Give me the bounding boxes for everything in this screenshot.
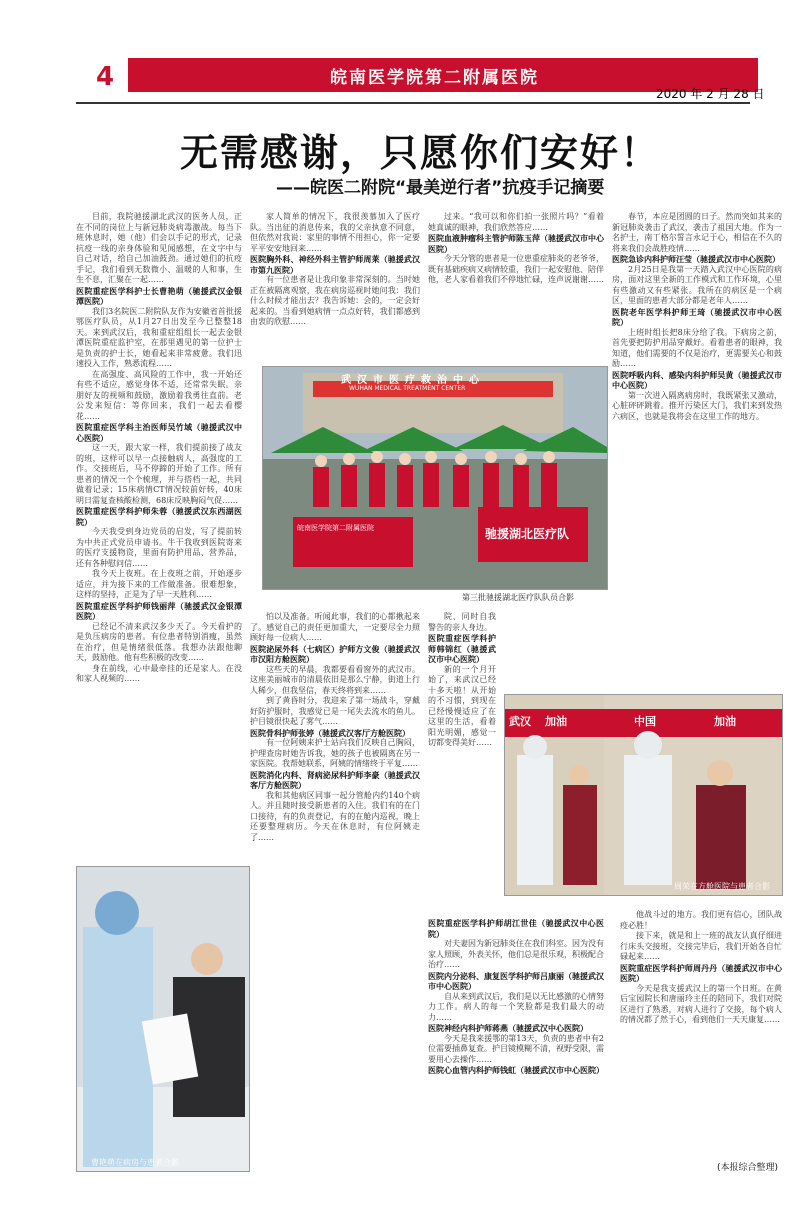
- team-photo-caption: 第三批驰援湖北医疗队队员合影: [462, 593, 574, 602]
- section-heading: 医院心血管内科护师钱虹（驰援武汉市中心医院）: [428, 1065, 604, 1075]
- body-paragraph: 到了黄昏时分，我迎来了第一场战斗，穿戴好防护服时，我感觉已是一尾失去流水的鱼儿。护目镜很快起了雾气……: [250, 696, 420, 726]
- body-paragraph: 新的一个月开始了，来武汉已经十多天啦！从开始的不习惯，到现在已经慢慢适应了在这里的生活，看着阳光明媚，感觉一切都变得美好……: [428, 664, 496, 747]
- body-paragraph: 他战斗过的地方。我们更有信心，团队战疫必胜！: [620, 910, 782, 930]
- wall-text-china: 中国: [634, 715, 656, 728]
- body-paragraph: 今天是我支援武汉上的第一个日班。在黄后宝园院长和唐丽玲主任的陪同下，我们对院区进行了熟悉，对病人进行了交接，每个病人的情况都了然于心，看到他们一天天康复……: [620, 983, 782, 1024]
- body-paragraph: 上班时组长把8床分给了我。下病房之前，首先要把防护用品穿戴好。看着患者的眼神，我知道，他们需要的不仅是治疗，更需要关心和鼓励……: [612, 327, 782, 368]
- section-heading: 医院血液肿瘤科主管护师陈玉萍（驰援武汉市中心医院）: [428, 233, 604, 254]
- article-column-1: [76, 212, 242, 842]
- body-paragraph: 2月25日是我第一天踏入武汉中心医院的病房，面对这里全新的工作模式和工作环境，心里有些激动又有些紧张。我所在的病区是一个病区，里面的患者大部分都是老年人……: [612, 264, 782, 305]
- body-paragraph: 今天分管的患者是一位患重症肺炎的老爷爷，既有基础疾病又病情较重，我们一起安慰他、陪伴他，老人家看着我们不停地忙碌，连声说谢谢……: [428, 254, 604, 284]
- body-paragraph: 有一位阿姨来护士站向我们反映自己胸闷，护理查房时她告诉我，她的孩子也被隔离在另一家医院。我帮她联系，阿姨的情绪终于平复……: [250, 738, 420, 768]
- section-heading: 医院重症医学科护士长曹艳萌（驰援武汉金银潭医院）: [76, 285, 242, 306]
- nurse-photo: [504, 694, 606, 896]
- bedside-photo-illustration: [77, 867, 249, 1171]
- body-paragraph: 身在前线，心中最牵挂的还是家人。在没和家人视频的……: [76, 663, 242, 683]
- banner-slogan: 驰援湖北医疗队: [485, 527, 570, 541]
- section-heading: 医院泌尿外科（七病区）护师方文俊（驰援武汉市汉阳方舱医院）: [250, 643, 420, 664]
- team-photo: [262, 366, 608, 590]
- article-column-2-top: [250, 212, 420, 360]
- body-paragraph: 已经记不清来武汉多少天了。今天看护的是负压病房的患者。有位患者特别消瘦，虽然在治疗，但是情绪很低落。我想办法跟他聊天，鼓励他。他有些积极的改变……: [76, 621, 242, 662]
- section-heading: 医院急诊内科护师汪莹（驰援武汉市中心医院）: [612, 254, 780, 264]
- body-paragraph: 今天是我来援鄂的第13天，负责的患者中有2位需要插鼻复查。护目镜模糊不清，视野受限，需要用心去操作……: [428, 1033, 604, 1064]
- body-paragraph: 怕以及准备。听闻此事，我们的心都揪起来了。感觉自己的责任更加重大，一定要尽全力照顾好每一位病人……: [250, 612, 420, 642]
- body-paragraph: 这一天，跟大家一样，我们提前接了战友的班，这样可以早一点接触病人，高强度的工作。交接班后，马不停蹄的开始了工作。所有患者的情况一个个梳理，并与搭档一起，共同做着记录；15床病情CT情况较前好转，40床明日需复查核酸检测，68床反映胸闷气促……: [76, 443, 242, 505]
- headline: 无需感谢，只愿你们安好！: [180, 131, 661, 175]
- hospital-sign: 武汉市医疗救治中心: [341, 375, 485, 386]
- nurse-photo-right: [604, 694, 783, 896]
- section-heading: 医院重症医学科主治医师吴竹域（驰援武汉中心医院）: [76, 422, 242, 443]
- wall-text-jiayou-2: 加油: [714, 715, 736, 728]
- body-paragraph: 接下来，就是和上一班的战友认真仔细进行床头交接班，交接完毕后，我们开始各自忙碌起来……: [620, 931, 782, 961]
- bedside-photo: [76, 866, 250, 1172]
- wall-text-jiayou: 加油: [545, 715, 567, 728]
- section-heading: 医院重症医学科护师韩锦红（驰援武汉市中心医院）: [428, 633, 496, 664]
- body-paragraph: 今天我受到身边党员的启发，写了提前转为中共正式党员申请书。牛干我收到医院寄来的医疗支援物资，里面有防护用品、营养品，还有各种慰问信……: [76, 527, 242, 568]
- page-number: 4: [96, 62, 115, 92]
- body-paragraph: 院、同时自我警告的亲人身边。: [428, 612, 496, 632]
- body-paragraph: 第一次进入隔离病房时，我既紧张又激动，心脏砰砰跳着。推开污染区大门，我们来到发热六病区，也就是我将会在这里工作的地方。: [612, 390, 782, 421]
- section-heading: 医院重症医学科护师胡江世佳（驰援武汉中心医院）: [428, 918, 604, 939]
- section-heading: 医院神经内科护师蒋燕（驰援武汉中心医院）: [428, 1023, 588, 1033]
- section-heading: 医院内分泌科、康复医学科护师吕康丽（驰援武汉市中心医院）: [428, 970, 604, 991]
- body-paragraph: 我们3名院医二附院队友作为安徽省首批援鄂医疗队员，从1月27日出发至今已整整18天。来到武汉后，我和重症组组长一起去金银潭医院重症监护室，在那里遇见的第一位护士是负责的护士长，她看起来非常疲惫。我们迅速投入工作，熟悉流程……: [76, 306, 242, 368]
- nurse-photo-right-illustration: [604, 695, 782, 895]
- paper-name: 皖南医学院第二附属医院: [330, 68, 539, 88]
- issue-date: 2020 年 2 月 28 日: [656, 87, 765, 101]
- top-rule: [76, 102, 750, 104]
- body-paragraph: 这些天的早晨，我都要看看窗外的武汉市。这座美丽城市的清晨依旧是那么宁静，街道上行人稀少，但我坚信，春天终将到来……: [250, 664, 420, 695]
- section-heading: 医院骨科护师张婷（驰援武汉客厅方舱医院）: [250, 727, 410, 738]
- section-heading: 医院重症医学科护师钱丽萍（驰援武汉金银潭医院）: [76, 600, 242, 621]
- subheadline: ——皖医二附院“最美逆行者”抗疫手记摘要: [276, 178, 605, 198]
- wall-text-wuhan: 武汉: [509, 715, 531, 728]
- section-heading: 医院消化内科、肾病泌尿科护师李豪（驰援武汉客厅方舱医院）: [250, 769, 420, 790]
- section-heading: 医院老年医学科护师王琦（驰援武汉市中心医院）: [612, 306, 782, 327]
- body-paragraph: 自从来到武汉后，我们是以无比感激的心情努力工作。病人的每一个笑脸都是我们最大的动力……: [428, 991, 604, 1022]
- article-column-2-bottom: [250, 612, 420, 1172]
- article-column-3-narrow: [428, 612, 496, 912]
- body-paragraph: 我和其他病区同事一起分管舱内约140个病人。并且随时接受新患者的入住。我们有的在门口接待，有的负责登记，有的在舱内巡视，晚上还要整理病历。今天在休息时，有位阿姨走了……: [250, 790, 420, 842]
- article-column-3-top: [428, 212, 604, 360]
- bedside-photo-caption: 曹艳萌在病房与患者合影: [91, 1158, 179, 1167]
- body-paragraph: 我今天上夜班。在上夜班之前，开始逐步适应，并为接下来的工作做准备。很难想象，这样的坚持，正是为了早一天胜利……: [76, 569, 242, 599]
- section-heading: 医院重症医学科护师朱蓉（驰援武汉东西湖医院）: [76, 506, 242, 527]
- body-paragraph: 家人简单的情况下，我很羡慕加入了医疗队。当出征的消息传来，我的父亲执意不同意，但依然对我说：家里的事情不用担心，你一定要平平安安地回来……: [250, 212, 420, 253]
- body-paragraph: 对夫妻因为新冠肺炎住在我们科室。因为没有家人照顾，外表关怀，他们总是很乐观，积极配合治疗……: [428, 939, 604, 969]
- article-column-3-bottom: [428, 918, 604, 1170]
- section-heading: 医院重症医学科护师周丹丹（驰援武汉市中心医院）: [620, 962, 782, 983]
- banner-text: 皖南医学院第二附属医院: [297, 524, 374, 532]
- intro-paragraph: 目前，我院驰援湖北武汉的医务人员，正在不同的岗位上与新冠肺炎病毒激战。每当下班休息时，她（他）们会以手记的形式，记录抗疫一线的亲身体验和见闻感想，在文字中与自己对话，给自己加油鼓劲。通过她们的抗疫手记，我们看到无数微小、温暖的人和事，生生不息，汇聚在一起……: [76, 212, 242, 284]
- section-heading: 医院胸外科、神经外科主管护师周莱（驰援武汉市第九医院）: [250, 254, 420, 275]
- hospital-sign-english: WUHAN MEDICAL TREATMENT CENTER: [349, 385, 466, 392]
- body-paragraph: 过来。“我可以和你们拍一张照片吗？”看着她真诚的眼神，我们欣然答应……: [428, 212, 604, 232]
- body-paragraph: 在高强度、高风险的工作中，我一开始还有些不适应，感觉身体不适，还常常失眠。亲朋好友的视频和鼓励，激励着我勇往直前。老公发来短信：等你回来，我们一起去看樱花……: [76, 369, 242, 421]
- body-paragraph: 有一位患者是让我印象非常深刻的。当时她正在被隔离观察，我在病房巡视时她问我：我们什么时候才能出去？我告诉她：会的，一定会好起来的。当看到她病情一点点好转，我们都感到由衷的欣慰……: [250, 275, 420, 326]
- article-column-4-bottom: [620, 910, 782, 1170]
- nurse-photo-caption: 周荣在方舱医院与患者合影: [674, 882, 770, 891]
- section-heading: 医院呼吸内科、感染内科护师吴黄（驰援武汉市中心医院）: [612, 369, 782, 390]
- body-paragraph: 春节，本应是团圆的日子。然而突如其来的新冠肺炎袭击了武汉，袭击了祖国大地。作为一名护士，南丁格尔誓言永记于心，相信在不久的将来我们会战胜疫情……: [612, 212, 782, 253]
- footer-credit: (本报综合整理): [716, 1163, 778, 1173]
- team-photo-illustration: [263, 367, 607, 589]
- article-column-4-top: [612, 212, 782, 692]
